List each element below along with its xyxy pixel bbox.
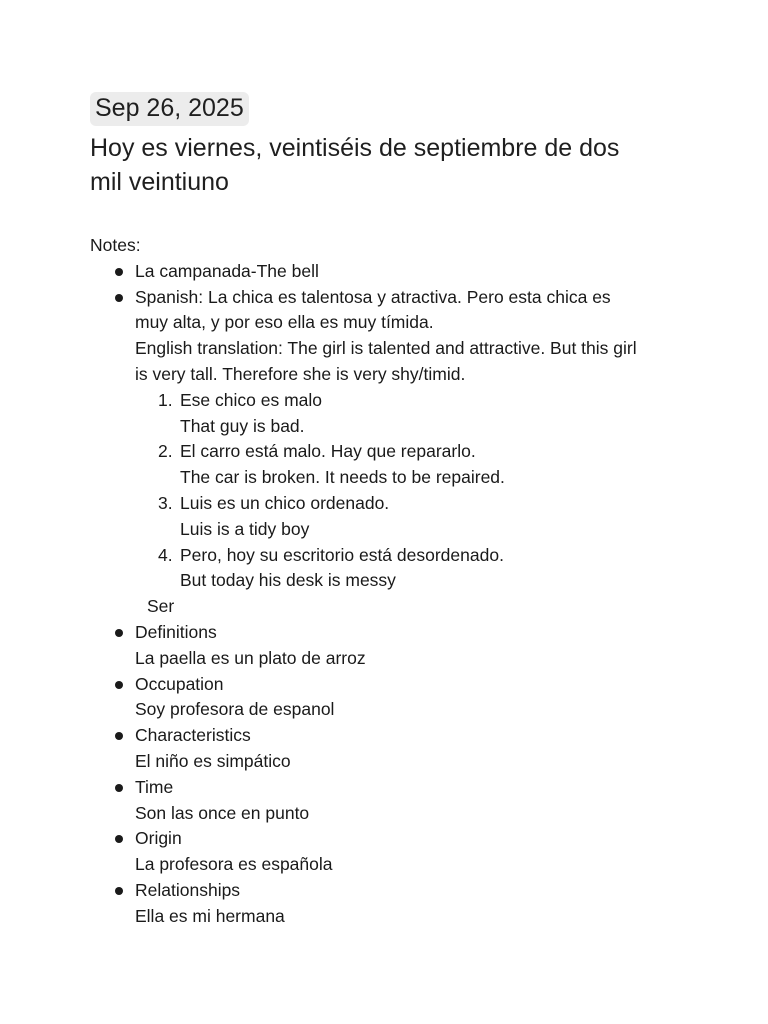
- use-example: Son las once en punto: [135, 802, 310, 823]
- title-line: mil veintiuno: [90, 168, 229, 196]
- notes-label: Notes:: [90, 235, 141, 255]
- note-line: is very tall. Therefore she is very shy/timid.: [135, 363, 466, 384]
- english-translation: The car is broken. It needs to be repaired.: [180, 467, 505, 488]
- use-example: La profesora es española: [135, 854, 333, 875]
- spanish-sentence: Ese chico es malo: [180, 389, 323, 410]
- item-number: 2.: [158, 441, 173, 462]
- english-translation: But today his desk is messy: [180, 570, 396, 591]
- ser-heading: Ser: [147, 596, 175, 617]
- item-number: 1.: [158, 389, 173, 410]
- title-line: Hoy es viernes, veintiséis de septiembre de dos: [90, 134, 620, 162]
- list-item: [90, 620, 690, 672]
- list-item: [90, 543, 690, 595]
- list-item: [90, 878, 690, 930]
- date-chip[interactable]: Sep 26, 2025: [90, 92, 249, 126]
- examples-list: [90, 388, 690, 594]
- use-term: Origin: [135, 828, 182, 849]
- list-item: [90, 285, 690, 388]
- list-item: [90, 775, 690, 827]
- use-term: Characteristics: [135, 725, 251, 746]
- notes-list: [90, 259, 690, 388]
- document-page: [90, 92, 690, 930]
- use-example: Soy profesora de espanol: [135, 699, 335, 720]
- note-line: muy alta, y por eso ella es muy tímida.: [135, 312, 434, 333]
- item-number: 3.: [158, 492, 173, 513]
- note-line: Spanish: La chica es talentosa y atractiva. Pero esta chica es: [135, 286, 611, 307]
- list-item: [90, 826, 690, 878]
- list-item: [90, 723, 690, 775]
- use-term: Occupation: [135, 673, 224, 694]
- list-item: [90, 388, 690, 440]
- spanish-sentence: Luis es un chico ordenado.: [180, 492, 390, 513]
- list-item: [90, 259, 690, 285]
- english-translation: Luis is a tidy boy: [180, 518, 310, 539]
- use-term: Time: [135, 776, 174, 797]
- spanish-sentence: El carro está malo. Hay que repararlo.: [180, 441, 476, 462]
- note-line: La campanada-The bell: [135, 260, 319, 281]
- list-item: [90, 439, 690, 491]
- use-term: Relationships: [135, 879, 241, 900]
- ser-uses-list: [90, 620, 690, 930]
- use-term: Definitions: [135, 621, 217, 642]
- note-line: English translation: The girl is talented and attractive. But this girl: [135, 338, 637, 359]
- spanish-sentence: Pero, hoy su escritorio está desordenado.: [180, 544, 504, 565]
- use-example: La paella es un plato de arroz: [135, 647, 366, 668]
- item-number: 4.: [158, 544, 173, 565]
- english-translation: That guy is bad.: [180, 415, 305, 436]
- list-item: [90, 672, 690, 724]
- use-example: El niño es simpático: [135, 750, 291, 771]
- page-title: [90, 131, 690, 199]
- use-example: Ella es mi hermana: [135, 905, 285, 926]
- list-item: [90, 491, 690, 543]
